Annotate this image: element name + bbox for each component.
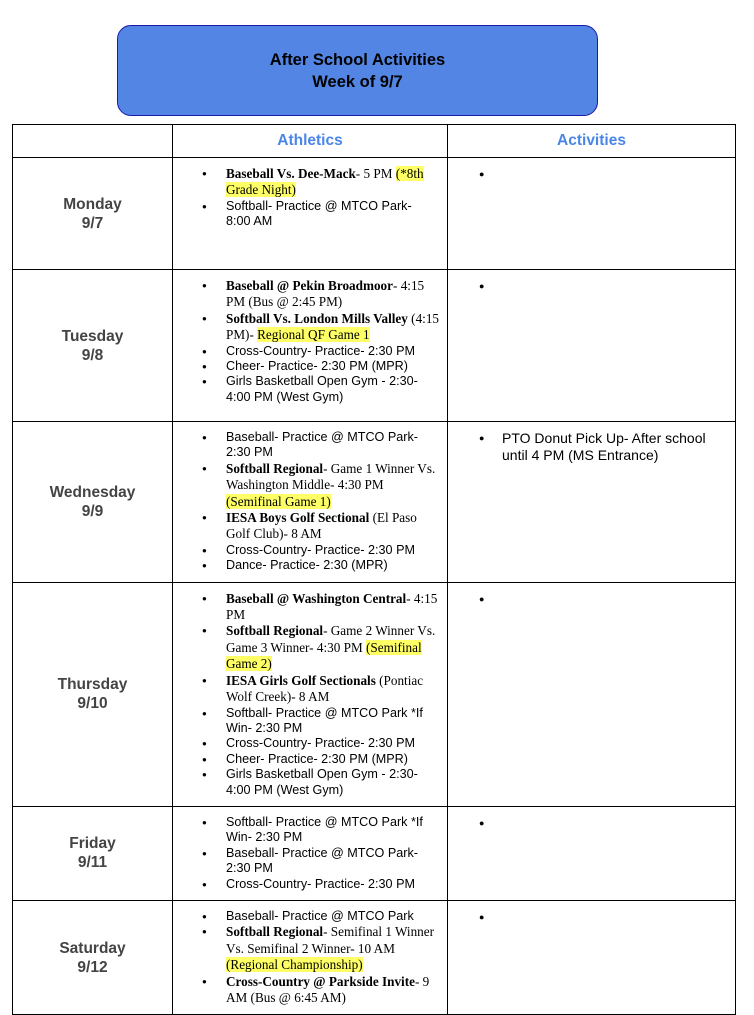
athletics-item	[173, 767, 439, 798]
day-row-tuesday	[13, 270, 736, 422]
highlighted-note: Regional QF Game 1	[257, 327, 370, 343]
event-detail: Cross-Country- Practice- 2:30 PM	[226, 736, 415, 751]
event-title: Baseball @ Pekin Broadmoor	[226, 278, 393, 293]
highlighted-note: (Semifinal Game 2)	[226, 639, 422, 672]
highlighted-note: (Semifinal Game 1)	[226, 493, 331, 509]
activities-cell	[448, 806, 736, 900]
event-detail: Softball- Practice @ MTCO Park *If Win- 2:30 PM	[226, 705, 423, 735]
athletics-item	[173, 623, 439, 672]
athletics-item	[173, 924, 439, 973]
highlighted-note: (*8th Grade Night)	[226, 166, 424, 198]
athletics-item	[173, 430, 439, 461]
event-detail: (Pontiac Wolf Creek)- 8 AM	[226, 672, 424, 705]
title-line-1: After School Activities	[269, 50, 446, 69]
athletics-list	[173, 422, 447, 582]
event-detail: Softball- Practice @ MTCO Park- 8:00 AM	[226, 198, 412, 229]
activity-item	[448, 909, 727, 926]
event-detail: Baseball- Practice @ MTCO Park- 2:30 PM	[226, 845, 418, 876]
athletics-item	[173, 752, 439, 767]
event-title: IESA Girls Golf Sectionals	[226, 672, 376, 688]
title-banner	[117, 25, 598, 116]
day-label: Tuesday	[61, 327, 124, 345]
event-detail: - 4:15 PM	[226, 590, 438, 623]
athletics-cell	[173, 900, 448, 1014]
event-detail: - 4:15 PM (Bus @ 2:45 PM)	[226, 278, 425, 310]
activities-list	[448, 270, 735, 303]
event-detail: (4:15 PM)-	[226, 310, 440, 343]
activity-item	[448, 278, 727, 295]
event-detail: - Game 1 Winner Vs. Washington Middle- 4:30 PM	[226, 460, 436, 493]
athletics-item	[173, 166, 439, 199]
activities-list	[448, 807, 735, 840]
athletics-item	[173, 543, 439, 558]
athletics-cell	[173, 158, 448, 270]
day-label: Saturday	[59, 939, 126, 957]
event-title: Baseball @ Washington Central	[226, 590, 407, 606]
day-date: 9/10	[77, 695, 108, 713]
day-date: 9/9	[81, 502, 104, 520]
event-detail: Girls Basketball Open Gym - 2:30-4:00 PM (West Gym)	[226, 374, 418, 404]
athletics-cell	[173, 270, 448, 422]
activities-cell	[448, 270, 736, 422]
athletics-cell	[173, 582, 448, 806]
day-date: 9/7	[81, 214, 104, 232]
day-cell	[13, 900, 173, 1014]
athletics-item	[173, 344, 439, 359]
athletics-item	[173, 846, 439, 877]
athletics-item	[173, 461, 439, 510]
event-detail: Cross-Country- Practice- 2:30 PM	[226, 542, 415, 557]
title-line-2: Week of 9/7	[312, 72, 403, 91]
athletics-item	[173, 974, 439, 1007]
event-detail: Softball- Practice @ MTCO Park *If Win- 2:30 PM	[226, 814, 423, 845]
event-detail: Cheer- Practice- 2:30 PM (MPR)	[226, 359, 408, 374]
athletics-item	[173, 311, 439, 344]
day-date: 9/11	[77, 854, 108, 872]
athletics-item	[173, 673, 439, 706]
schedule-body	[13, 158, 736, 1015]
day-row-wednesday	[13, 422, 736, 583]
day-label: Friday	[69, 835, 116, 853]
athletics-cell	[173, 422, 448, 583]
event-detail: Cheer- Practice- 2:30 PM (MPR)	[226, 751, 408, 766]
activity-item	[448, 815, 727, 832]
event-title: Softball Regional	[226, 924, 324, 940]
event-detail: - 9 AM (Bus @ 6:45 AM)	[226, 973, 430, 1005]
athletics-list	[173, 270, 447, 413]
event-detail: - Game 2 Winner Vs. Game 3 Winner- 4:30 PM	[226, 623, 436, 655]
day-row-friday	[13, 806, 736, 900]
day-column-header	[13, 125, 173, 158]
day-row-saturday	[13, 900, 736, 1014]
event-detail: - Semifinal 1 Winner Vs. Semifinal 2 Winner- 10 AM	[226, 924, 435, 956]
activities-list	[448, 583, 735, 616]
day-label: Monday	[63, 195, 122, 213]
activities-list	[448, 901, 735, 934]
athletics-item	[173, 736, 439, 751]
event-detail: Cross-Country- Practice- 2:30 PM	[226, 343, 415, 358]
event-detail: Girls Basketball Open Gym - 2:30-4:00 PM (West Gym)	[226, 767, 418, 797]
athletics-item	[173, 909, 439, 924]
event-detail: (El Paso Golf Club)- 8 AM	[226, 510, 417, 542]
day-label: Wednesday	[49, 483, 136, 501]
activities-cell	[448, 422, 736, 583]
athletics-item	[173, 359, 439, 374]
event-title: Softball Regional	[226, 623, 324, 639]
day-date: 9/8	[81, 346, 104, 364]
activities-list	[448, 158, 735, 191]
event-detail: Baseball- Practice @ MTCO Park	[226, 908, 414, 923]
highlighted-note: (Regional Championship)	[226, 957, 363, 973]
activities-cell	[448, 900, 736, 1014]
athletics-list	[173, 901, 447, 1014]
activities-cell	[448, 582, 736, 806]
athletics-column-header: Athletics	[173, 125, 448, 158]
day-row-thursday	[13, 582, 736, 806]
activities-list	[448, 422, 735, 472]
athletics-item	[173, 558, 439, 573]
activity-item	[448, 591, 727, 608]
athletics-item	[173, 815, 439, 846]
athletics-item	[173, 877, 439, 892]
activities-cell	[448, 158, 736, 270]
athletics-item	[173, 706, 439, 737]
day-row-monday	[13, 158, 736, 270]
activities-column-header: Activities	[448, 125, 736, 158]
athletics-item	[173, 374, 439, 405]
athletics-list	[173, 807, 447, 900]
athletics-item	[173, 278, 439, 311]
day-cell	[13, 582, 173, 806]
day-cell	[13, 806, 173, 900]
header-row	[13, 125, 736, 158]
day-cell	[13, 158, 173, 270]
event-detail: - 5 PM	[355, 166, 396, 181]
athletics-list	[173, 583, 447, 806]
day-cell	[13, 422, 173, 583]
day-label: Thursday	[57, 676, 128, 694]
day-cell	[13, 270, 173, 422]
event-title: Softball Regional	[226, 460, 324, 476]
activity-item: ● PTO Donut Pick Up- After school until 4 PM (MS Entrance)	[448, 430, 727, 464]
event-title: Cross-Country @ Parkside Invite	[226, 973, 415, 989]
athletics-item	[173, 199, 439, 230]
athletics-cell	[173, 806, 448, 900]
athletics-list	[173, 158, 447, 238]
schedule-table	[12, 124, 736, 1015]
event-title: IESA Boys Golf Sectional	[226, 510, 370, 526]
athletics-item	[173, 591, 439, 624]
event-detail: Dance- Practice- 2:30 (MPR)	[226, 558, 388, 573]
activity-item	[448, 166, 727, 183]
day-date: 9/12	[77, 958, 108, 976]
event-title: Softball Vs. London Mills Valley	[226, 310, 408, 326]
event-title: Baseball Vs. Dee-Mack	[226, 166, 356, 181]
event-detail: Cross-Country- Practice- 2:30 PM	[226, 876, 415, 891]
event-detail: Baseball- Practice @ MTCO Park- 2:30 PM	[226, 430, 418, 460]
athletics-item	[173, 510, 439, 543]
